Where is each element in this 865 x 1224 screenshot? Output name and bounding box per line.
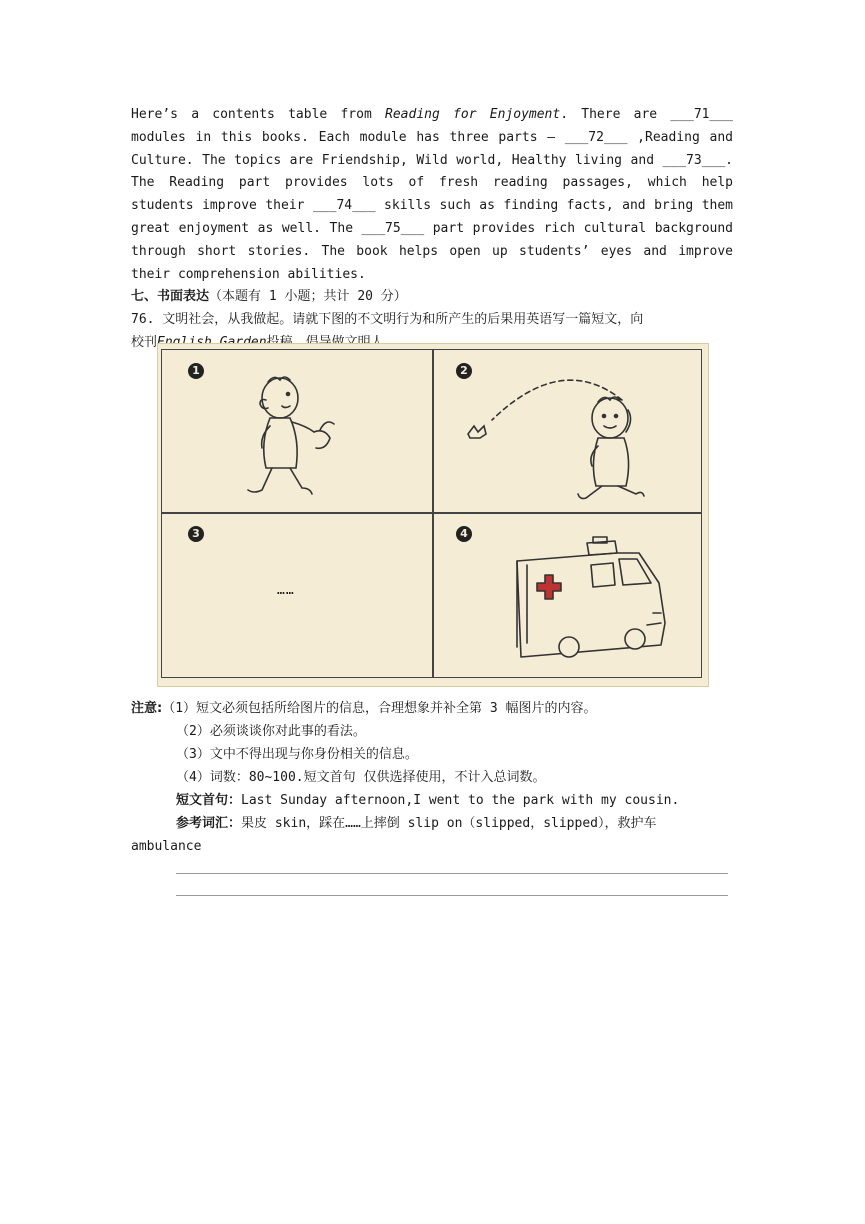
opening-sentence bbox=[131, 789, 733, 812]
notes-block bbox=[131, 697, 733, 858]
vocab-label: 参考词汇： bbox=[176, 816, 242, 831]
writing-line-2[interactable] bbox=[176, 895, 728, 896]
section-detail: （本题有 1 小题；共计 20 分） bbox=[209, 289, 407, 305]
opening-label: 短文首句： bbox=[176, 793, 242, 808]
boy-throwing-peel-illustration bbox=[452, 360, 692, 510]
note-text-1: （1）短文必须包括所给图片的信息，合理想象并补全第 3 幅图片的内容。 bbox=[162, 701, 597, 716]
panel3-placeholder: …… bbox=[277, 583, 295, 598]
passage-block bbox=[131, 104, 733, 355]
panel-number-2: 2 bbox=[456, 363, 472, 379]
comic-panel-grid bbox=[161, 349, 702, 678]
panel-divider-horizontal bbox=[162, 512, 701, 514]
passage-paragraph bbox=[131, 104, 733, 286]
note-item-2: （2）必须谈谈你对此事的看法。 bbox=[176, 724, 366, 739]
boy-eating-banana-illustration bbox=[222, 360, 422, 510]
section-heading bbox=[131, 286, 733, 309]
ambulance-illustration bbox=[507, 535, 677, 670]
opening-text: Last Sunday afternoon,I went to the park with my cousin. bbox=[241, 793, 680, 808]
writing-line-1[interactable] bbox=[176, 873, 728, 874]
passage-text: Here’s a contents table from bbox=[131, 107, 386, 122]
panel-divider-vertical bbox=[432, 350, 434, 677]
comic-figure bbox=[157, 343, 709, 687]
notes-label: 注意: bbox=[131, 701, 163, 716]
note-item-3: （3）文中不得出现与你身份相关的信息。 bbox=[176, 747, 418, 762]
question-line2-pre: 校刊 bbox=[131, 334, 158, 350]
panel-number-1: 1 bbox=[188, 363, 204, 379]
reference-vocab-cont: ambulance bbox=[131, 839, 202, 854]
section-title: 七、书面表达 bbox=[131, 289, 210, 305]
panel-number-4: 4 bbox=[456, 526, 472, 542]
passage-text-cont: . There are ___71___ modules in this books. Each module has three parts — ___72___ ,Reading and Culture. The topics are Friendship, Wild world, Healthy living and ___73___. The Reading part provides lots of fresh reading passages, which help students improve their ___74___ skills such as finding facts, and bring them great enjoyment as well. The ___75___ part provides rich cultural background through short stories. The book helps open up students’ eyes and improve their comprehension abilities. bbox=[131, 107, 733, 282]
vocab-text: 果皮 skin，踩在……上摔倒 slip on（slipped，slipped），救护车 bbox=[241, 816, 657, 831]
book-title: Reading for Enjoyment bbox=[385, 107, 561, 122]
note-item-4: （4）词数：80~100.短文首句 仅供选择使用，不计入总词数。 bbox=[176, 770, 546, 785]
note-item-1 bbox=[131, 697, 733, 720]
question-line1: 76. 文明社会，从我做起。请就下图的不文明行为和所产生的后果用英语写一篇短文，向 bbox=[131, 312, 644, 328]
reference-vocab bbox=[131, 812, 733, 835]
panel-number-3: 3 bbox=[188, 526, 204, 542]
